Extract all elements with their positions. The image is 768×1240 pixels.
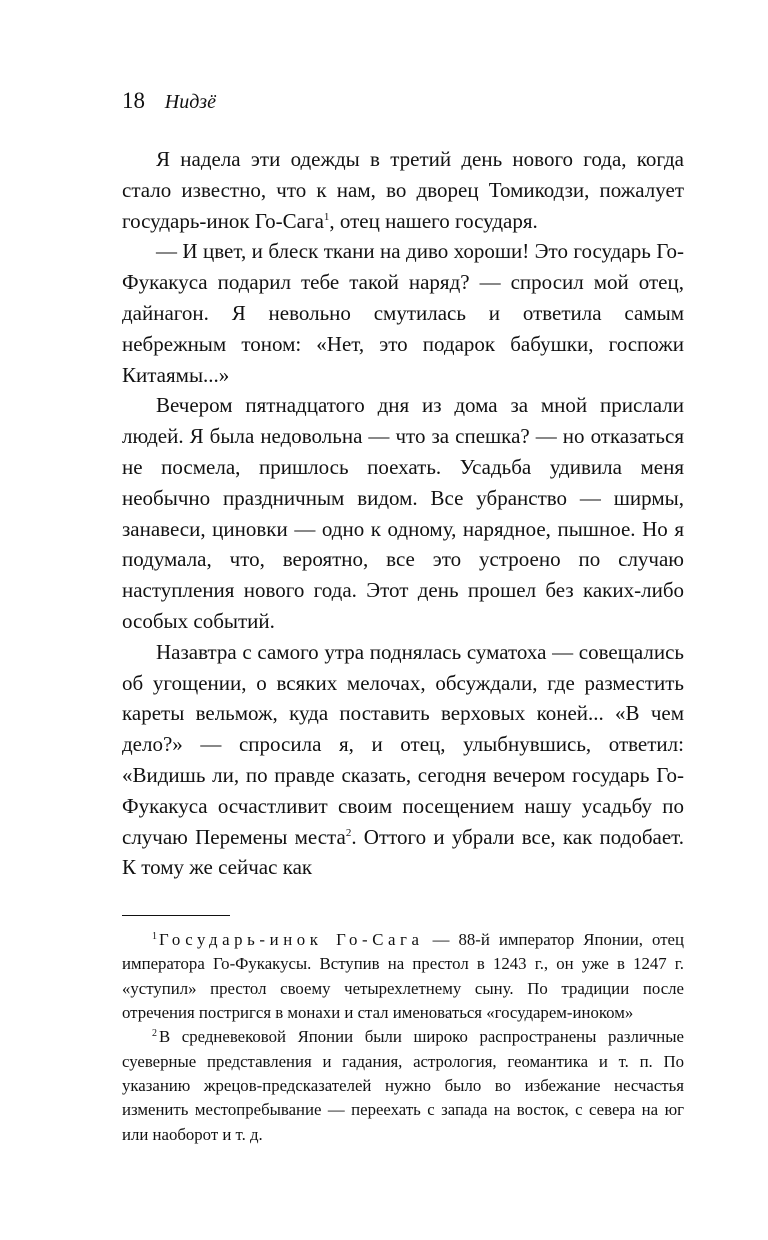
book-page bbox=[122, 84, 684, 1147]
paragraph-2: — И цвет, и блеск ткани на диво хороши! Это государь Го-Фукакуса подарил тебе такой наряд? — спросил мой отец, дайнагон. Я невольно смутилась и ответила самым небрежным тоном: «Нет, это подарок бабушки, госпожи Китаямы...» bbox=[122, 239, 684, 387]
footnote-divider bbox=[122, 915, 230, 916]
paragraph-4-text-a: Назавтра с самого утра поднялась суматоха — совещались об угощении, о всяких мелочах, обсуждали, где разместить кареты вельмож, куда поставить верховых коней... «В чем дело?» — спросила я, и отец, улыбнувшись, ответил: «Видишь ли, по правде сказать, сегодня вечером государь Го-Фукакуса осчастливит своим посещением нашу усадьбу по случаю Перемены места bbox=[122, 639, 684, 849]
paragraph-3: Вечером пятнадцатого дня из дома за мной прислали людей. Я была недовольна — что за спешка? — но отказаться не посмела, пришлось поехать. Усадьба удивила меня необычно праздничным видом. Все убранство — ширмы, занавеси, циновки — одно к одному, нарядное, пышное. Но я подумала, что, вероятно, все это устроено по случаю наступления нового года. Этот день прошел без каких-либо особых событий. bbox=[122, 393, 684, 633]
paragraph-4-text-b: . Оттого и убрали все, как подобает. К тому же сейчас как bbox=[122, 824, 685, 880]
page-number: 18 bbox=[122, 88, 145, 113]
footnote-1-text: — 88-й император Японии, отец императора Го-Фукакусы. Вступив на престол в 1243 г., он уже в 1247 г. «уступил» престол своему четырехлетнему сыну. По традиции после отречения постригся в монахи и стал именоваться «государем-иноком» bbox=[122, 930, 684, 1023]
paragraph-4 bbox=[122, 637, 684, 883]
running-head bbox=[122, 84, 684, 118]
footnote-1-term: Государь-инок Го-Сага bbox=[159, 930, 424, 950]
paragraph-1-text-a: Я надела эти одежды в третий день нового года, когда стало известно, что к нам, во дворец Томикодзи, пожалует государь-инок Го-Сага bbox=[122, 147, 684, 233]
footnote-2-text: В средневековой Японии были широко распространены различные суеверные представления и гадания, астрология, геомантика и т. п. По указанию жрецов-предсказателей нужно было во избежание несчастья изменить местопребывание — переехать с запада на восток, с севера на юг или наоборот и т. д. bbox=[122, 1027, 684, 1144]
paragraph-1 bbox=[122, 144, 684, 236]
footnote-2 bbox=[122, 1025, 684, 1146]
footnote-2-mark: 2 bbox=[152, 1027, 157, 1039]
footnote-1 bbox=[122, 928, 684, 1025]
paragraph-1-text-b: , отец нашего государя. bbox=[329, 208, 538, 233]
footnotes bbox=[122, 928, 684, 1147]
main-text bbox=[122, 144, 684, 883]
footnote-ref-1[interactable]: 1 bbox=[323, 210, 330, 223]
footnote-1-mark: 1 bbox=[152, 930, 157, 942]
footnote-ref-2[interactable]: 2 bbox=[345, 826, 352, 839]
running-title: Нидзё bbox=[164, 91, 216, 113]
